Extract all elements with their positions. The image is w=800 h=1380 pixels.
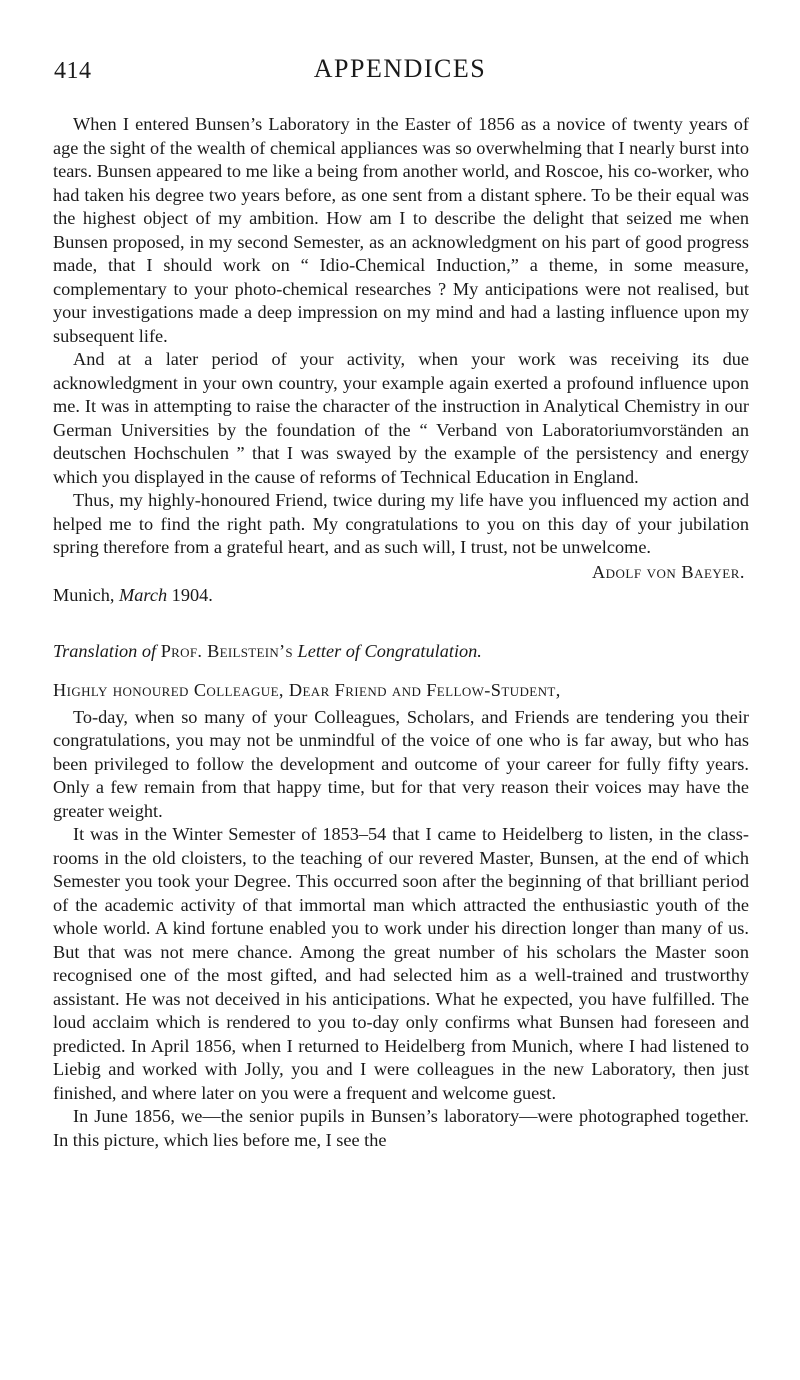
baeyer-paragraph-1: When I entered Bunsen’s Laboratory in the Easter of 1856 as a novice of twenty years of age the sight of the wealth of chemical appliances was so overwhelming that I nearly burst into tears. Bunsen appeared to me like a being from another world, and Roscoe, his co-worker, who had taken his degree two years before, as one sent from a distant sphere. To be their equal was the highest object of my ambition. How am I to describe the delight that seized me when Bunsen proposed, in my second Semester, as an acknowledgment on his part of good progress made, that I should work on “ Idio-Chemical Induction,” a theme, in some measure, complementary to your photo-chemical researches ? My anticipations were not realised, but your investigations made a deep impression on my mind and had a lasting influence upon my subsequent life. <box>53 114 749 346</box>
heading-prefix: Translation of <box>53 640 157 661</box>
signature-place: Munich, <box>53 585 115 605</box>
signature-year: 1904. <box>171 585 213 605</box>
beilstein-paragraph-2: It was in the Winter Semester of 1853–54 that I came to Heidelberg to listen, in the class-rooms in the old cloisters, to the teaching of our revered Master, Bunsen, at the end of which Semester you took your Degree. This occurred soon after the beginning of that brilliant period of the academic activity of that immortal man which attracted the enthusiastic youth of the whole world. A kind fortune enabled you to work under his direction longer than many of us. But that was not mere chance. Among the great number of his scholars the Master soon recognised one of the most gifted, and had selected him as a well-trained and trustworthy assistant. He was not deceived in his anticipations. What he expected, you have fulfilled. The loud acclaim which is rendered to you to-day only confirms what Bunsen had foreseen and predicted. In April 1856, when I returned to Heidelberg from Munich, where I had listened to Liebig and worked with Jolly, you and I were colleagues in the new Laboratory, then just finished, and where later on you were a frequent and welcome guest. <box>53 824 749 1103</box>
beilstein-paragraph-1: To-day, when so many of your Colleagues, Scholars, and Friends are tendering you their congratulations, you may not be unmindful of the voice of one who is far away, but who has been privileged to follow the development and outcome of your career for fully fifty years. Only a few remain from that happy time, but for that very reason their voices may have the greater weight. <box>53 706 749 821</box>
heading-name: Prof. Beilstein’s <box>160 640 293 661</box>
beilstein-paragraph-3: In June 1856, we—the senior pupils in Bunsen’s laboratory—were photographed together. In this picture, which lies before me, I see the <box>53 1106 749 1150</box>
signature-month: March <box>119 585 168 605</box>
baeyer-paragraph-3: Thus, my highly-honoured Friend, twice during my life have you influenced my action and helped me to find the right path. My congratulations to you on this day of your jubilation spring therefore from a grateful heart, and as such will, I trust, not be unwelcome. <box>53 490 749 557</box>
heading-suffix: Letter of Congratulation. <box>297 640 482 661</box>
page-number: 414 <box>54 58 92 84</box>
section-heading <box>53 640 749 664</box>
letter-salutation: Highly honoured Colleague, Dear Friend and Fellow-Student, <box>53 680 561 700</box>
running-title: APPENDICES <box>313 54 487 83</box>
signature-place-date <box>53 584 749 608</box>
baeyer-paragraph-2: And at a later period of your activity, when your work was receiving its due acknowledgment in your own country, your example again exerted a profound influence upon me. It was in attempting to raise the character of the instruction in Analytical Chemistry in our German Universities by the foundation of the “ Verband von Laboratoriumvorständen an deutschen Hochschulen ” that I was swayed by the example of the persistency and energy which you displayed in the cause of reforms of Technical Education in England. <box>53 349 749 487</box>
page-body <box>53 113 749 1152</box>
signature-name: Adolf von Baeyer. <box>591 561 745 582</box>
